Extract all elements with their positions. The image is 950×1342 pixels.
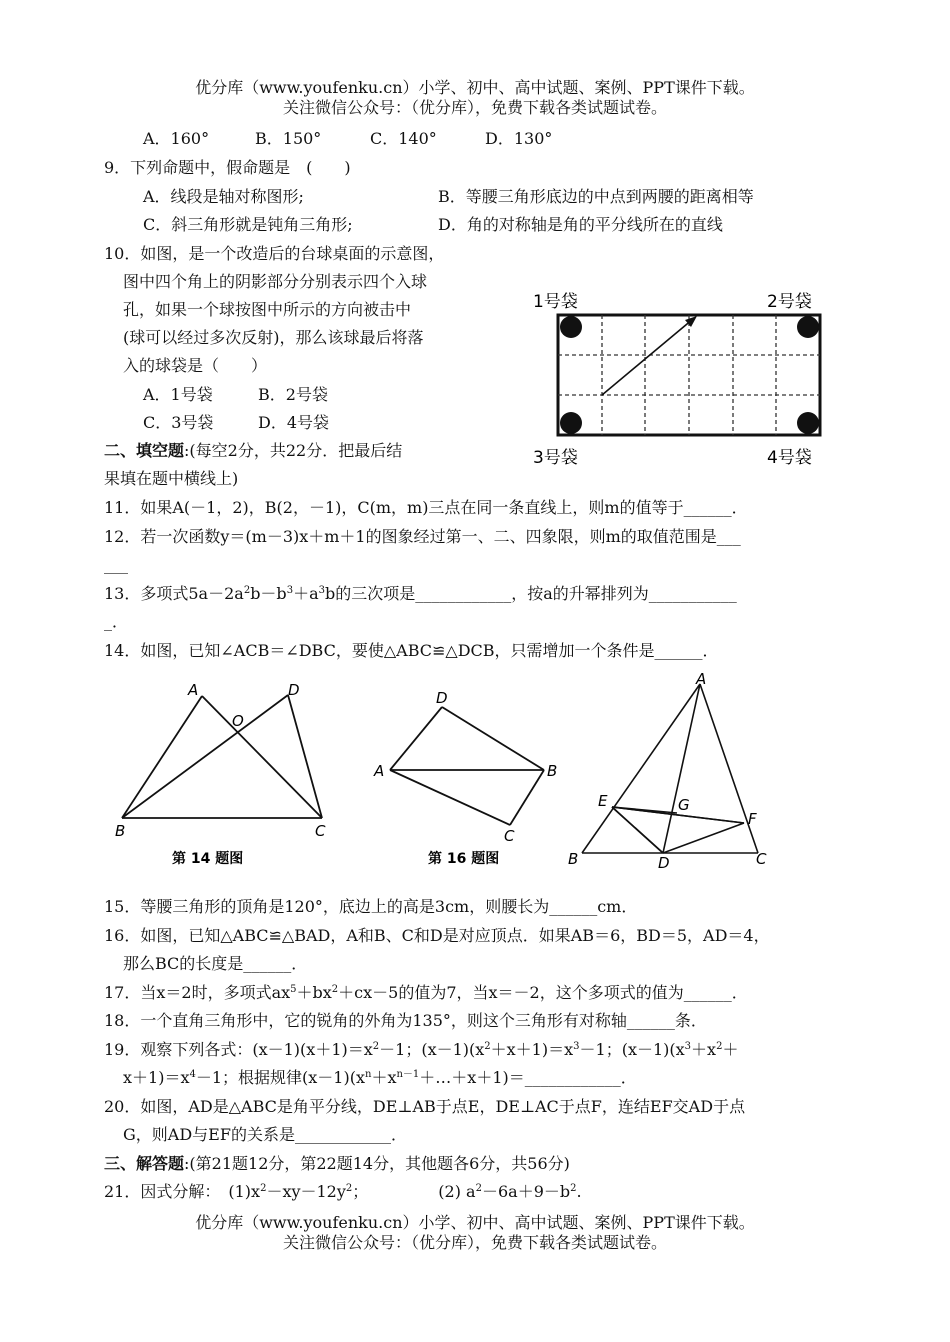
q13-exp: 3: [286, 585, 294, 596]
q16-line-1: 16．如图，已知△ABC≌△BAD，A和B、C和D是对应顶点．如果AB＝6，BD＝5，AD＝4，: [104, 926, 770, 945]
fig20-label-e: E: [598, 792, 608, 810]
q19-part: ＋x: [371, 1068, 397, 1087]
section-2-heading: [104, 440, 402, 462]
header-line-2: 关注微信公众号：（优分库），免费下载各类试题试卷。: [282, 98, 667, 117]
fig20-label-c: C: [756, 850, 767, 868]
q18: 18．一个直角三角形中，它的锐角的外角为135°，则这个三角形有对称轴______条．: [104, 1011, 707, 1030]
pocket-1: [560, 316, 582, 338]
q21-part: .: [576, 1182, 582, 1201]
fig16-label-b: B: [547, 762, 558, 780]
q9-option-c: C．斜三角形就是钝角三角形;: [143, 215, 353, 234]
bag-2-label: 2号袋: [767, 292, 812, 312]
q17-part: 17．当x＝2时，多项式ax: [104, 983, 291, 1002]
q10-option-d: D．4号袋: [258, 413, 330, 432]
q8-option-d: D．130°: [485, 129, 553, 148]
q9-stem: 9．下列命题中，假命题是 ( ): [104, 158, 351, 177]
fig14-label-d: D: [288, 681, 300, 699]
section-2-title: 二、填空题: [104, 441, 185, 460]
q21-part: －xy－12y: [266, 1182, 346, 1201]
q20-line-2: G，则AD与EF的关系是____________．: [123, 1125, 407, 1144]
pocket-3: [560, 412, 582, 434]
fig14-label-a: A: [188, 681, 199, 699]
q10-line-4: (球可以经过多次反射)，那么该球最后将落: [123, 328, 424, 347]
table-grid: [558, 315, 820, 435]
q19-part: 19．观察下列各式：(x－1)(x＋1)＝x: [104, 1040, 373, 1059]
figure-20: [560, 670, 780, 875]
q19-line-2: [123, 1067, 637, 1089]
footer-line-2: 关注微信公众号：（优分库），免费下载各类试题试卷。: [282, 1233, 667, 1252]
q17-part: ＋cx－5的值为7，当x＝－2，这个多项式的值为______．: [338, 983, 748, 1002]
q19-exp: n－1: [396, 1069, 420, 1080]
q13-part: b的三次项是____________，按a的升幂排列为___________: [324, 584, 737, 603]
ball-arrowhead: [685, 316, 697, 327]
header-line-1: 优分库（www.youfenku.cn）小学、初中、高中试题、案例、PPT课件下载。: [195, 78, 755, 97]
q14: 14．如图，已知∠ACB＝∠DBC，要使△ABC≌△DCB，只需增加一个条件是______．: [104, 641, 719, 660]
section-3-note: :(第21题12分，第22题14分，其他题各6分，共56分): [184, 1154, 570, 1173]
q19-part: －1；根据规律(x－1)(x: [195, 1068, 365, 1087]
q17-exp: 5: [290, 984, 297, 995]
q19-exp: 4: [189, 1069, 196, 1080]
q16-line-2: 那么BC的长度是______．: [123, 954, 308, 973]
q17: [104, 982, 748, 1004]
fig16-label-a: A: [374, 762, 385, 780]
q19-exp: 2: [484, 1041, 491, 1052]
q21-part: 21．因式分解： (1)x: [104, 1182, 261, 1201]
fig14-label-o: O: [232, 712, 244, 730]
q13-part: b－b: [250, 584, 287, 603]
bag-4-label: 4号袋: [767, 448, 812, 468]
section-3-heading: [104, 1153, 570, 1175]
fig20-label-d: D: [658, 854, 670, 872]
fig16-label-d: D: [436, 689, 448, 707]
q19-exp: 2: [716, 1041, 723, 1052]
figure-16: [370, 685, 570, 873]
q21-part: －6a＋9－b: [481, 1182, 571, 1201]
fig14-caption: 第 14 题图: [172, 851, 244, 867]
q19-line-1: [104, 1039, 738, 1061]
pocket-2: [797, 316, 819, 338]
q19-part: ＋: [722, 1040, 739, 1059]
q13-exp: 2: [243, 585, 251, 596]
q8-option-a: A．160°: [143, 129, 210, 148]
q10-option-a: A．1号袋: [143, 385, 213, 404]
q21-exp: 2: [570, 1183, 577, 1194]
q8-option-c: C．140°: [370, 129, 437, 148]
q17-part: ＋bx: [296, 983, 332, 1002]
q10-line-2: 图中四个角上的阴影部分分别表示四个入球: [123, 272, 428, 291]
fig14-label-b: B: [115, 822, 126, 840]
fig20-label-g: G: [678, 796, 690, 814]
q19-exp: 3: [573, 1041, 580, 1052]
q21-exp: 2: [475, 1183, 482, 1194]
q13-line-2: _．: [104, 612, 129, 631]
q9-option-d: D．角的对称轴是角的平分线所在的直线: [438, 215, 723, 234]
section-3-title: 三、解答题: [104, 1154, 185, 1173]
bag-1-label: 1号袋: [533, 292, 578, 312]
q21: [104, 1181, 582, 1203]
q20-line-1: 20．如图，AD是△ABC是角平分线，DE⊥AB于点E，DE⊥AC于点F，连结EF交AD于点: [104, 1097, 746, 1116]
q13-exp: 3: [318, 585, 325, 596]
q17-exp: 2: [331, 984, 339, 995]
q9-option-a: A．线段是轴对称图形;: [143, 187, 304, 206]
q10-line-1: 10．如图，是一个改造后的台球桌面的示意图，: [104, 244, 445, 263]
q10-option-c: C．3号袋: [143, 413, 214, 432]
fig20-label-b: B: [568, 850, 579, 868]
bag-3-label: 3号袋: [533, 448, 578, 468]
q9-option-b: B．等腰三角形底边的中点到两腰的距离相等: [438, 187, 754, 206]
q8-option-b: B．150°: [255, 129, 322, 148]
q19-part: －1；(x－1)(x: [579, 1040, 685, 1059]
q11: 11．如果A(－1，2)，B(2，－1)，C(m，m)三点在同一条直线上，则m的值等于______．: [104, 498, 748, 517]
fig20-label-a: A: [696, 670, 707, 688]
q21-part: ；: [352, 1182, 369, 1201]
ball-path: [602, 319, 693, 395]
q19-exp: 2: [372, 1041, 380, 1052]
q10-line-5: 入的球袋是（ ）: [123, 356, 268, 375]
q19-part: ＋x＋1)＝x: [490, 1040, 574, 1059]
footer-line-1: 优分库（www.youfenku.cn）小学、初中、高中试题、案例、PPT课件下载。: [195, 1213, 755, 1232]
billiard-table-figure: [525, 285, 835, 470]
fig16-caption: 第 16 题图: [428, 851, 500, 867]
q19-part: ＋…＋x＋1)＝____________．: [419, 1068, 637, 1087]
section-2-note-2: 果填在题中横线上): [104, 469, 239, 488]
fig14-label-c: C: [315, 822, 326, 840]
q10-option-b: B．2号袋: [258, 385, 328, 404]
fig20-label-f: F: [748, 810, 757, 828]
q10-line-3: 孔，如果一个球按图中所示的方向被击中: [123, 300, 412, 319]
pocket-4: [797, 412, 819, 434]
q13-part: ＋a: [293, 584, 319, 603]
q13-part: 13．多项式5a－2a: [104, 584, 244, 603]
section-2-note: :(每空2分，共22分．把最后结: [184, 441, 403, 460]
q12-line-2: ___: [104, 555, 128, 574]
q15: 15．等腰三角形的顶角是120°，底边上的高是3cm，则腰长为______cm．: [104, 897, 638, 916]
q19-exp: 3: [684, 1041, 692, 1052]
q19-part: x＋1)＝x: [123, 1068, 190, 1087]
q19-exp: n: [365, 1069, 372, 1080]
fig16-label-c: C: [504, 827, 515, 845]
q19-part: ＋x: [691, 1040, 717, 1059]
figure-14: [110, 678, 350, 873]
q13-line-1: [104, 583, 737, 605]
q21-part: (2) a: [438, 1182, 476, 1201]
q12-line-1: 12．若一次函数y＝(m－3)x＋m＋1的图象经过第一、二、四象限，则m的取值范围是___: [104, 527, 741, 546]
q21-exp: 2: [260, 1183, 267, 1194]
q21-exp: 2: [345, 1183, 353, 1194]
q19-part: －1；(x－1)(x: [379, 1040, 485, 1059]
